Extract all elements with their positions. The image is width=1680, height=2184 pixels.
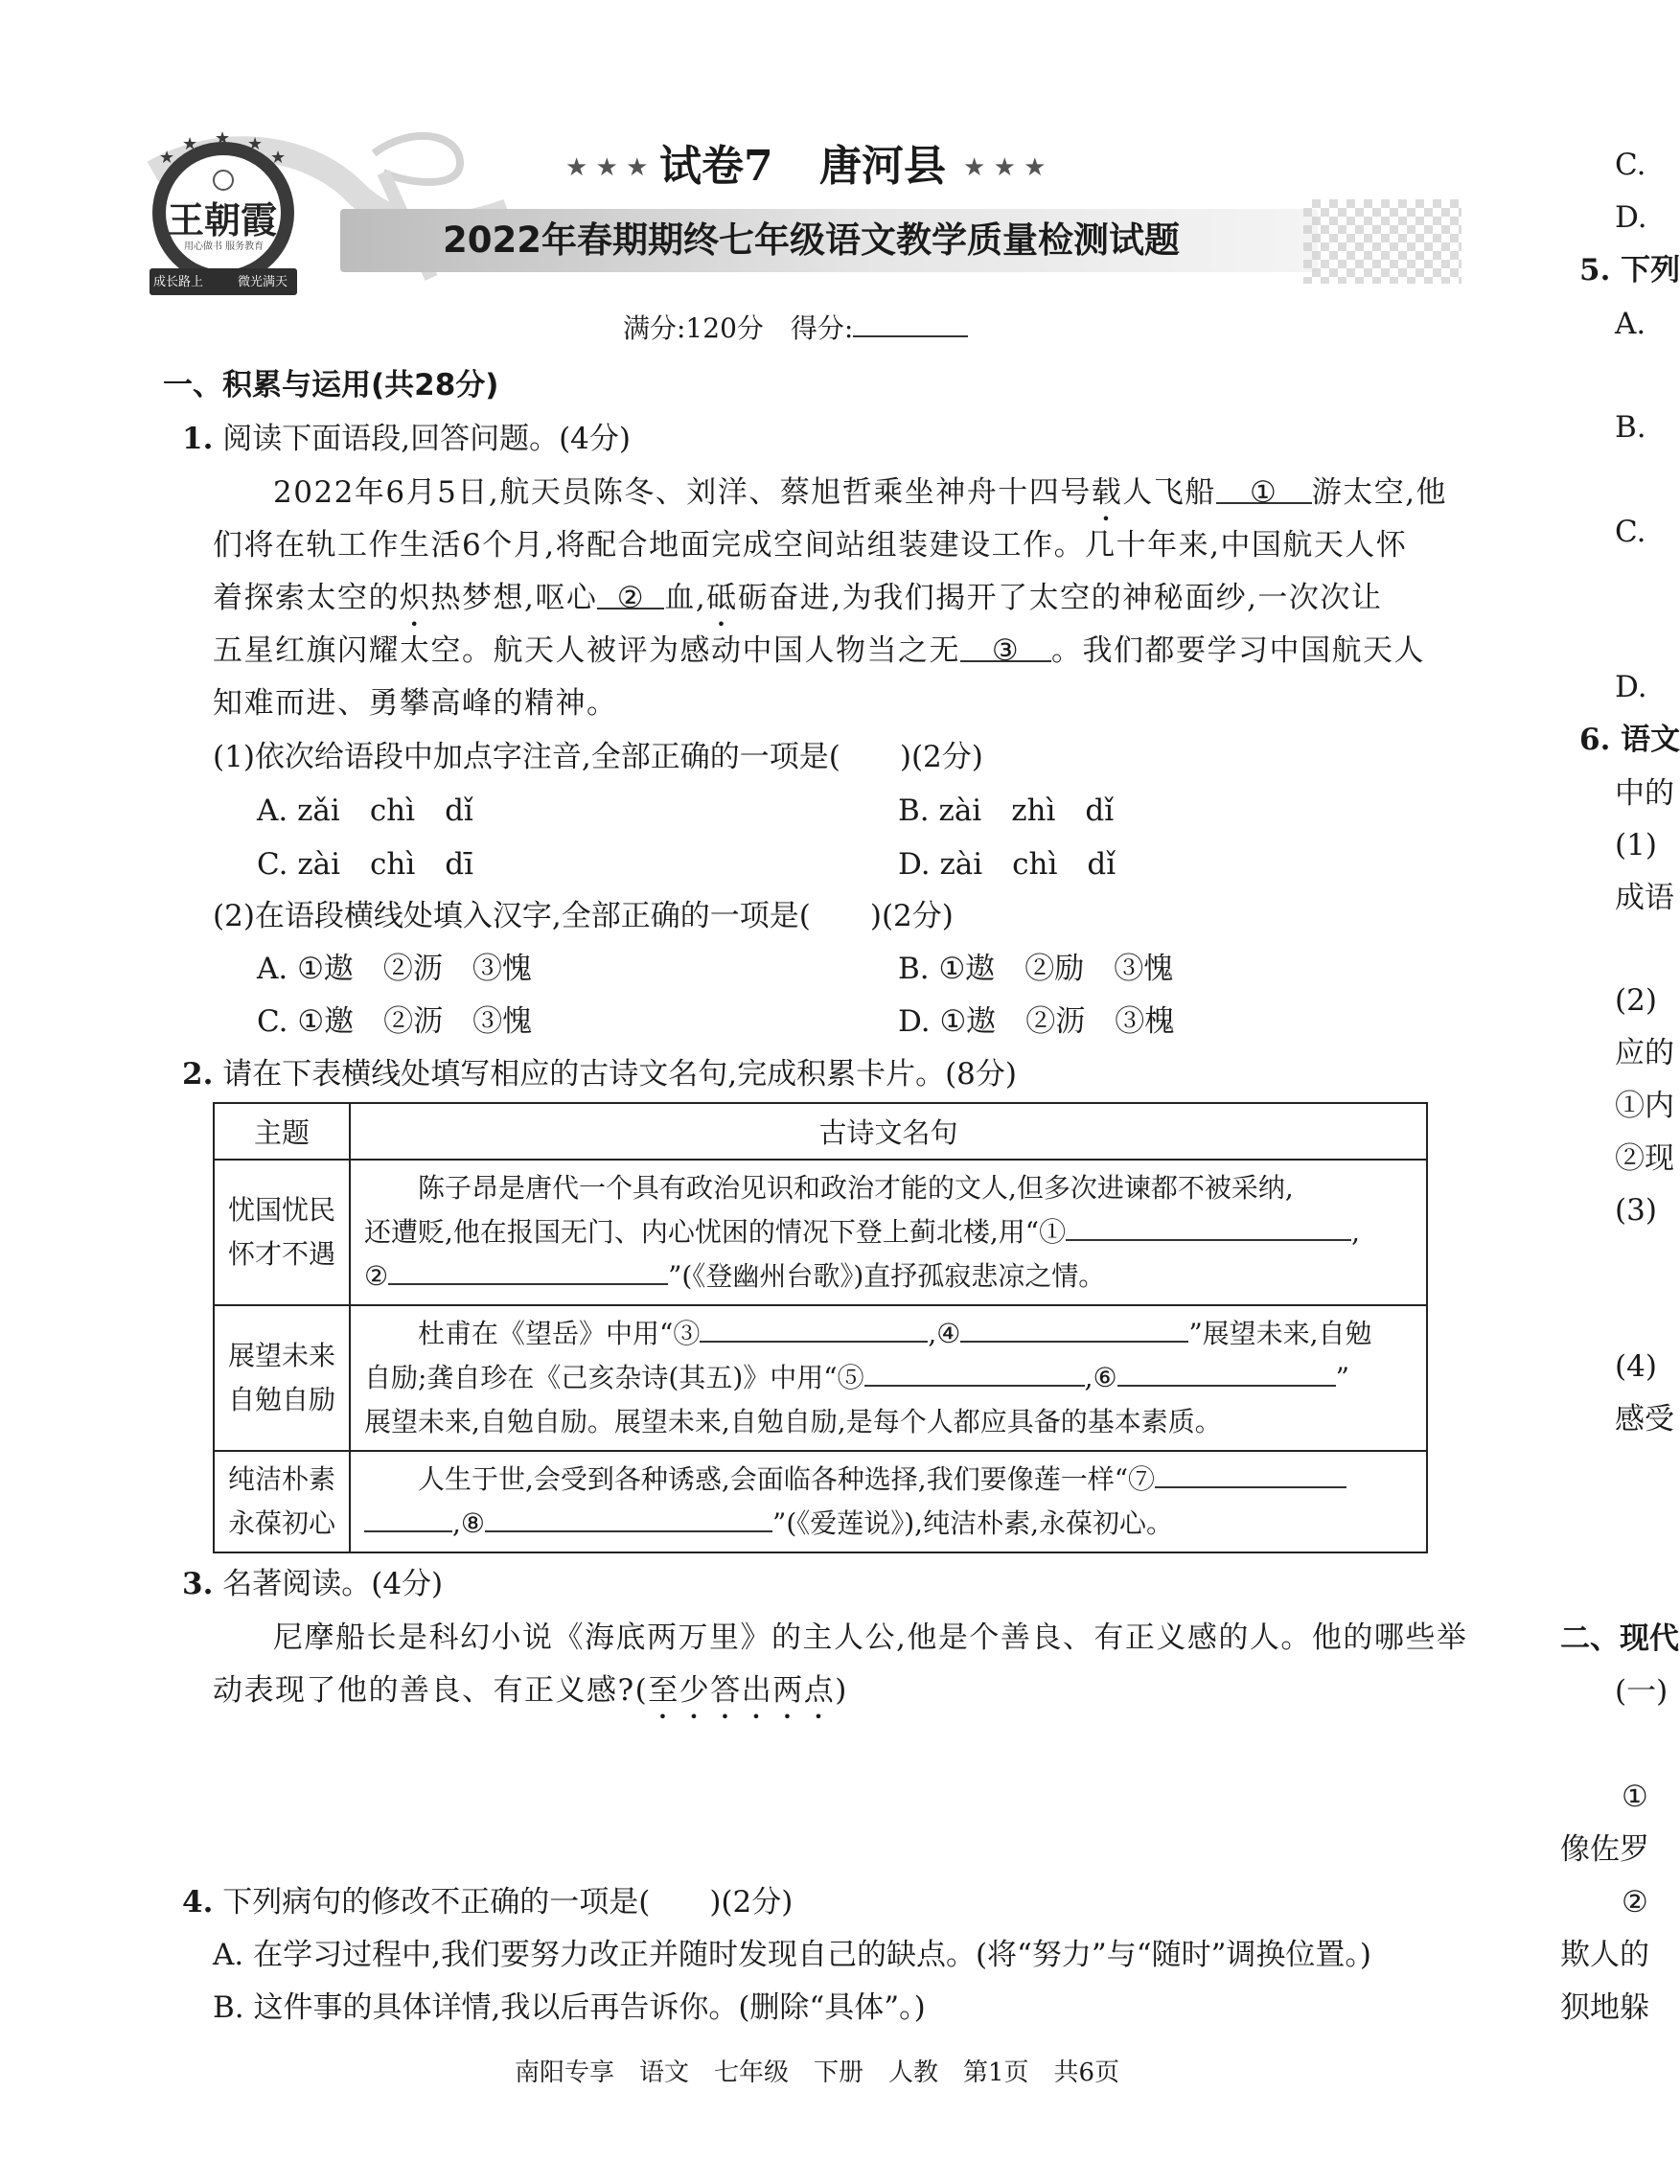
table-row (214, 1451, 1427, 1552)
right-q6-sub4: (4) (1615, 1349, 1657, 1384)
q1-sub1-stem: (1)依次给语段中加点字注音,全部正确的一项是( )(2分) (213, 740, 983, 774)
right-q6-line2: 中的 (1615, 776, 1674, 811)
test-number: 试卷7 (659, 142, 773, 191)
blank-line-1[interactable] (1066, 1212, 1351, 1241)
right-section2-heading: 二、现代 (1560, 1621, 1679, 1656)
right-text-1: ① (1622, 1780, 1648, 1814)
header-lines: 古诗文名句 (350, 1103, 1427, 1160)
svg-text:★: ★ (247, 134, 264, 154)
right-text-3: ② (1622, 1885, 1648, 1920)
stars-left: ★ ★ ★ (565, 153, 649, 182)
right-q6: 6. 语文 (1579, 723, 1680, 757)
q1-sub1-option-d[interactable]: D. zài chì dǐ (898, 847, 1116, 882)
blank-line-7-cont[interactable] (364, 1504, 452, 1532)
right-q5-c: C. (1615, 515, 1646, 549)
exam-title: 2022年春期期终七年级语文教学质量检测试题 (443, 219, 1180, 261)
logo-tagline: 用心做书 服务教育 (184, 241, 265, 252)
table-row (214, 1160, 1427, 1305)
blank-line-3[interactable] (700, 1314, 928, 1343)
page-footer: 南阳专享 语文 七年级 下册 人教 第1页 共6页 (515, 2058, 1120, 2087)
blank-line-4[interactable] (960, 1314, 1188, 1343)
svg-text:★: ★ (182, 134, 198, 154)
section1-heading: 一、积累与运用(共28分) (163, 368, 499, 402)
right-q6-c2: ②现 (1615, 1141, 1674, 1176)
lines-cell: 人生于世,会受到各种诱惑,会面临各种选择,我们要像莲一样“⑦ ,⑧ ”(《爱莲说》),纯洁朴素,永葆初心。 (350, 1451, 1427, 1552)
logo-banner-right: 微光满天 (238, 275, 288, 289)
right-text-5: 狈地躲 (1560, 1990, 1649, 2025)
q4-stem: 4. 下列病句的修改不正确的一项是( )(2分) (182, 1885, 794, 1920)
svg-text:★: ★ (215, 128, 231, 149)
q3-line1: 尼摩船长是科幻小说《海底两万里》的主人公,他是个善良、有正义感的人。他的哪些举 (273, 1621, 1468, 1655)
score-line: 满分:120分 得分: (623, 307, 968, 348)
q3-line2: 动表现了他的善良、有正义感?(至少答出两点) (213, 1673, 848, 1708)
right-q6-c1: ①内 (1615, 1089, 1674, 1123)
blank-line-6[interactable] (1117, 1358, 1336, 1387)
table-header-row (214, 1103, 1427, 1160)
q1-para-line1: 2022年6月5日,航天员陈冬、刘洋、蔡旭哲乘坐神舟十四号载人飞船 ① 游太空,他 (273, 475, 1448, 510)
lines-cell: 陈子昂是唐代一个具有政治见识和政治才能的文人,但多次进谏都不被采纳, 还遭贬,他在报国无门、内心忧困的情况下登上蓟北楼,用“① , ② ”(《登幽州台歌》)直抒孤寂悲凉之情。 (350, 1160, 1427, 1305)
blank-line-8[interactable] (485, 1504, 772, 1532)
score-blank[interactable] (853, 307, 968, 337)
q1-sub2-option-d[interactable]: D. ①遨 ②沥 ③槐 (898, 1004, 1175, 1039)
theme-cell: 展望未来 自勉自励 (214, 1305, 350, 1451)
blank-line-7[interactable] (1155, 1460, 1346, 1488)
q2-stem: 2. 请在下表横线处填写相应的古诗文名句,完成积累卡片。(8分) (182, 1057, 1017, 1092)
q1-sub1-option-c[interactable]: C. zài chì dī (257, 847, 474, 882)
q1-sub2-option-a[interactable]: A. ①遨 ②沥 ③愧 (257, 952, 532, 986)
checker-decoration (1303, 199, 1461, 284)
right-text-4: 欺人的 (1560, 1938, 1649, 1972)
q4-option-a[interactable]: A. 在学习过程中,我们要努力改正并随时发现自己的缺点。(将“努力”与“随时”调换位置。) (213, 1938, 1372, 1972)
right-text-2: 像佐罗 (1560, 1832, 1649, 1867)
q1-para-line5: 知难而进、勇攀高峰的精神。 (213, 686, 618, 721)
q1-sub2-stem: (2)在语段横线处填入汉字,全部正确的一项是( )(2分) (213, 899, 954, 933)
q1-sub2-option-c[interactable]: C. ①邀 ②沥 ③愧 (257, 1004, 533, 1039)
right-q6-sub1-b: 成语 (1615, 881, 1674, 915)
right-q5-a: A. (1615, 307, 1646, 341)
blank-line-5[interactable] (864, 1358, 1085, 1387)
q1-para-line4: 五星红旗闪耀太空。航天人被评为感动中国人物当之无 ③ 。我们都要学习中国航天人 (213, 633, 1425, 668)
q3-stem: 3. 名著阅读。(4分) (182, 1567, 444, 1601)
logo-name: 王朝霞 (168, 198, 278, 241)
right-option-d: D. (1615, 200, 1647, 235)
lines-cell: 杜甫在《望岳》中用“③ ,④ ”展望未来,自勉 自励;龚自珍在《己亥杂诗(其五)》中用“⑤ ,⑥ ” 展望未来,自勉自励。展望未来,自勉自励,是每个人都应具备的基本素质。 (350, 1305, 1427, 1451)
stars-right: ★ ★ ★ (963, 153, 1047, 182)
svg-text:★: ★ (159, 148, 175, 168)
right-q5-b: B. (1615, 410, 1646, 445)
q1-para-line2: 们将在轨工作生活6个月,将配合地面完成空间站组装建设工作。几十年来,中国航天人怀 (213, 528, 1408, 563)
right-option-c: C. (1615, 148, 1646, 182)
right-q6-sub2: (2) (1615, 983, 1657, 1018)
accumulation-card-table (213, 1102, 1428, 1553)
header-theme: 主题 (214, 1103, 350, 1160)
right-q5-d: D. (1615, 670, 1647, 704)
blank-line-2[interactable] (388, 1256, 668, 1285)
table-row (214, 1305, 1427, 1451)
county-name: 唐河县 (819, 142, 946, 191)
q4-option-b[interactable]: B. 这件事的具体详情,我以后再告诉你。(删除“具体”。) (213, 1990, 926, 2025)
q1-sub1-option-a[interactable]: A. zǎi chì dǐ (257, 793, 473, 828)
q1-sub1-option-b[interactable]: B. zài zhì dǐ (898, 793, 1115, 828)
q1-stem: 1. 阅读下面语段,回答问题。(4分) (182, 422, 631, 456)
svg-text:★: ★ (270, 148, 287, 168)
blank-3[interactable]: ③ (960, 632, 1051, 662)
theme-cell: 纯洁朴素 永葆初心 (214, 1451, 350, 1552)
blank-2[interactable]: ② (597, 579, 664, 609)
right-q6-sub4-b: 感受 (1615, 1402, 1674, 1437)
logo-banner-left: 成长路上 (153, 275, 204, 289)
right-q6-sub1: (1) (1615, 828, 1657, 862)
right-section2-sub: (一) (1615, 1674, 1668, 1709)
q1-para-line3: 着探索太空的炽热梦想,呕心 ② 血,砥砺奋进,为我们揭开了太空的神秘面纱,一次次让 (213, 581, 1383, 615)
q1-sub2-option-b[interactable]: B. ①遨 ②励 ③愧 (898, 952, 1174, 986)
right-q6-sub2-b: 应的 (1615, 1036, 1674, 1070)
blank-1[interactable]: ① (1216, 473, 1312, 504)
q3-answer-area[interactable] (213, 1725, 1430, 1869)
right-q6-sub3: (3) (1615, 1193, 1657, 1228)
theme-cell: 忧国忧民 怀才不遇 (214, 1160, 350, 1305)
right-q5: 5. 下列 (1579, 253, 1680, 287)
